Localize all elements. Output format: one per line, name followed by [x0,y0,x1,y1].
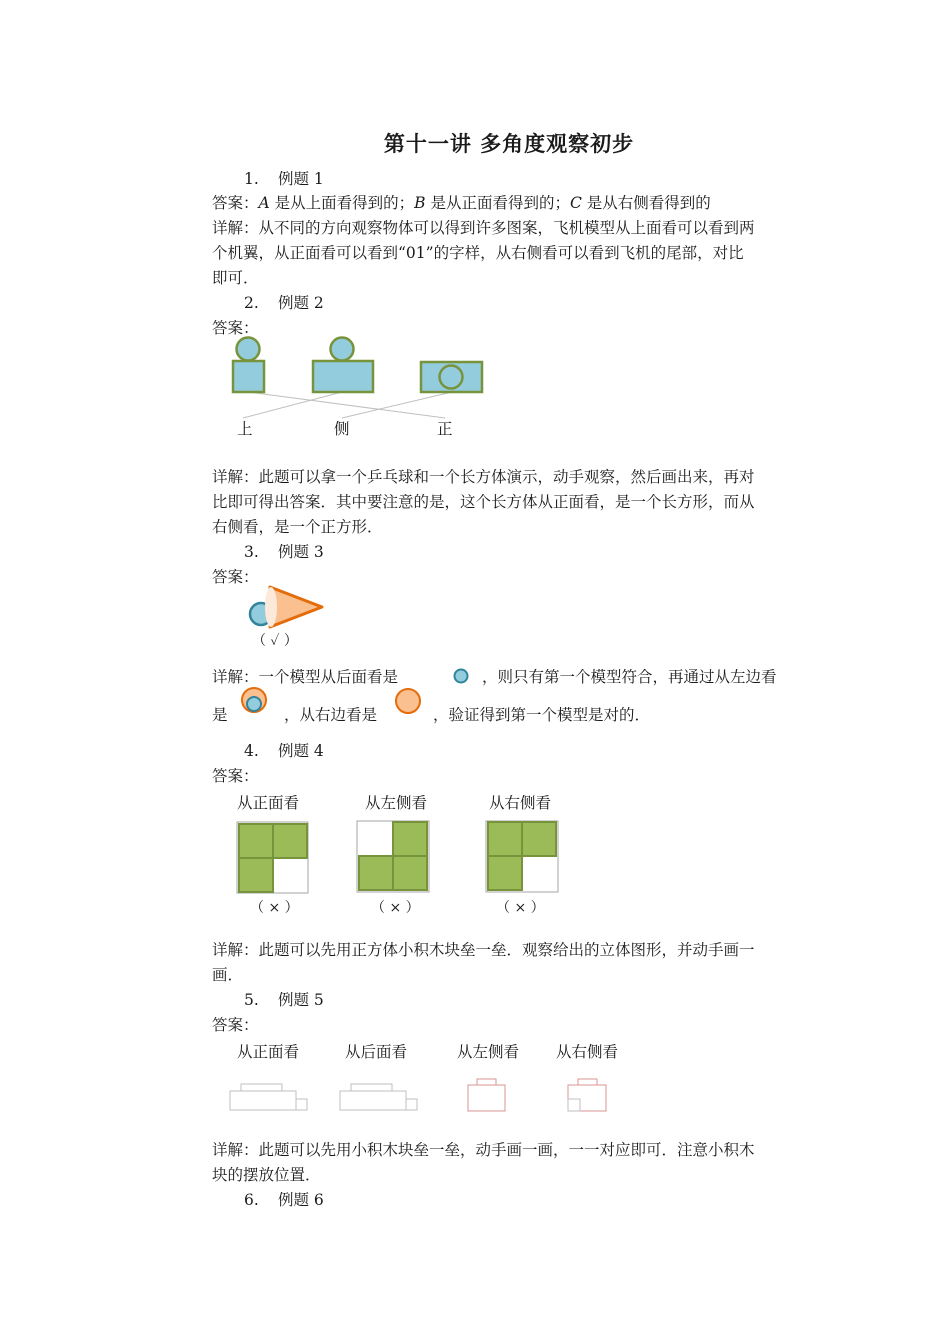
ex1-label: 例题 1 [278,170,324,188]
ex3-detail-a: 详解：一个模型从后面看是 [212,668,399,686]
ex5-view-front: 从正面看 [237,1043,300,1061]
ex3-number: 3. [244,543,259,561]
ex4-number: 4. [244,742,259,760]
ex5-view-back: 从后面看 [345,1043,408,1061]
ex4-detail-line1: 详解：此题可以先用正方体小积木块垒一垒．观察给出的立体图形，并动手画一 [212,941,755,959]
ex3-label: 例题 3 [278,543,324,561]
ex5-drawing-front [230,1084,307,1110]
ex5-drawing-left [468,1079,505,1111]
ex3-mark: （ ✓ ） [252,633,298,649]
ex5-answer: 答案： [212,1016,259,1034]
ex1-detail-line3: 即可． [212,269,259,287]
ex5-label: 例题 5 [278,991,324,1009]
ex3-answer: 答案： [212,568,259,586]
ex2-answer: 答案： [212,319,259,337]
ex2-detail-line1: 详解：此题可以拿一个乒乓球和一个长方体演示，动手观察，然后画出来，再对 [212,468,755,486]
ex2-label-side: 侧 [334,420,350,438]
ex3-detail-d: ，从右边看是 [284,706,378,724]
ex5-detail-line2: 块的摆放位置． [212,1166,321,1184]
ex3-detail-c: 是 [212,706,228,724]
ex5-detail-line1: 详解：此题可以先用小积木块垒一垒，动手画一画，一一对应即可．注意小积木 [212,1141,755,1159]
ex2-label-front: 正 [437,420,453,438]
ex4-view-front: 从正面看 [237,794,300,812]
ex4-view-right: 从右侧看 [489,794,552,812]
ex1-detail-line2: 个机翼，从正面看可以看到“01”的字样，从右侧看可以看到飞机的尾部，对比 [212,244,744,262]
ex5-drawing-back [340,1084,417,1110]
ex2-label: 例题 2 [278,294,324,312]
ex6-label: 例题 6 [278,1191,324,1209]
ex5-view-right: 从右侧看 [556,1043,619,1061]
ex5-drawing-right [568,1079,606,1111]
ex3-detail-e: ，验证得到第一个模型是对的． [433,706,651,724]
ex1-answer: 答案：A 是从上面看得到的；B 是从正面看得到的；C 是从右侧看得到的 [212,194,711,212]
ex4-mark-3: （ × ） [496,900,545,916]
ex5-number: 5. [244,991,259,1009]
ex4-detail-line2: 画． [212,966,244,984]
ex4-answer: 答案： [212,767,259,785]
ex4-mark-1: （ × ） [250,900,299,916]
ex4-view-left: 从左侧看 [365,794,428,812]
ex4-mark-2: （ × ） [371,900,420,916]
ex4-label: 例题 4 [278,742,324,760]
ex1-number: 1. [244,170,259,188]
ex2-label-top: 上 [237,420,253,438]
ex1-detail-line1: 详解：从不同的方向观察物体可以得到许多图案，飞机模型从上面看可以看到两 [212,219,755,237]
ex3-detail-b: ，则只有第一个模型符合，再通过从左边看 [482,668,777,686]
ex2-detail-line3: 右侧看，是一个正方形． [212,518,383,536]
ex2-detail-line2: 比即可得出答案．其中要注意的是，这个长方体从正面看，是一个长方形，而从 [212,493,755,511]
ex6-number: 6. [244,1191,259,1209]
ex2-number: 2. [244,294,259,312]
page-title: 第十一讲 多角度观察初步 [383,131,635,156]
ex5-view-left: 从左侧看 [457,1043,520,1061]
